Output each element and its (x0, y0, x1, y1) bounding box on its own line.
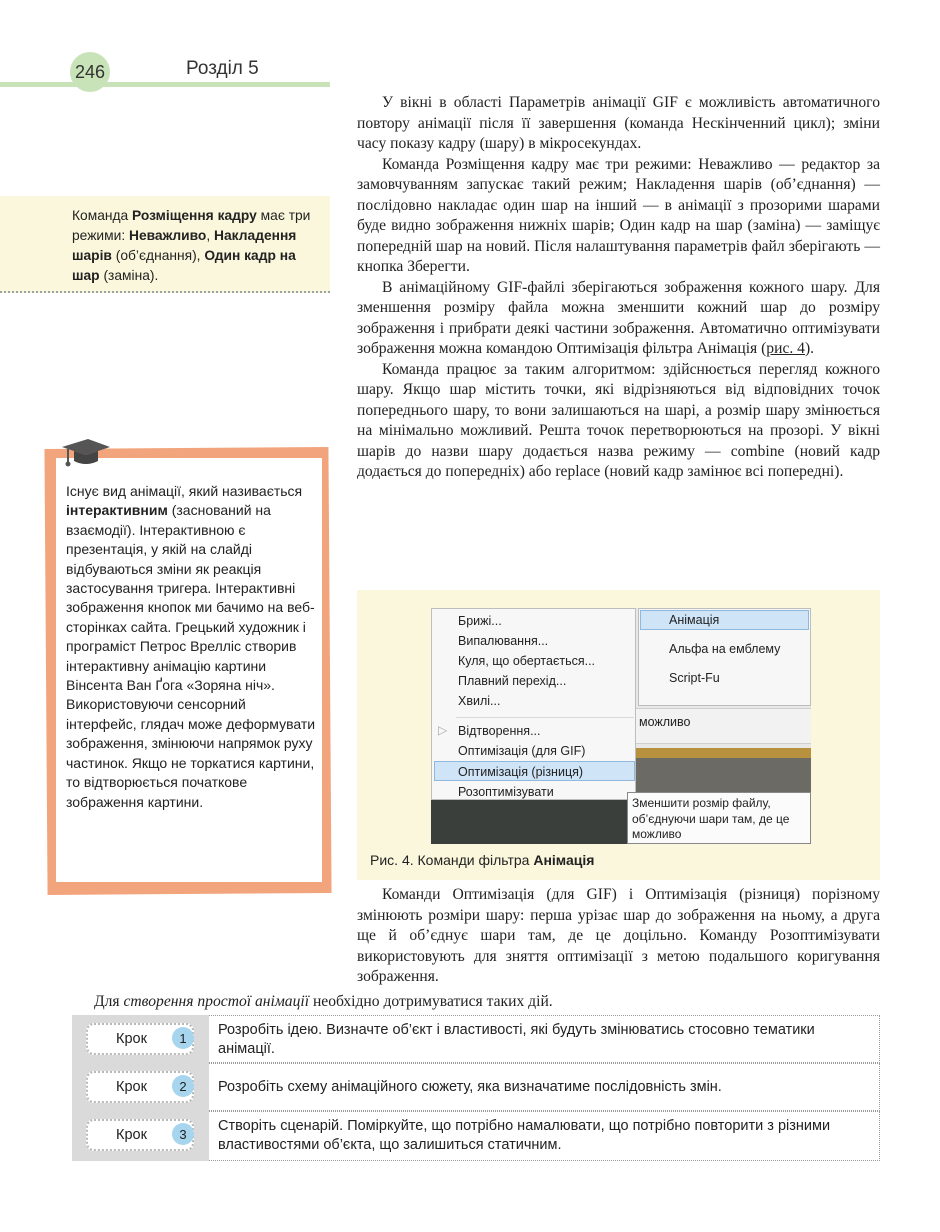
step-cell (72, 1015, 209, 1063)
image-strip (636, 748, 811, 758)
step-description: Створіть сценарій. Поміркуйте, що потрібно намалювати, що потрібно повторити з різними властивостями об’єкта, що залишиться статичним. (218, 1118, 831, 1153)
chapter-title: Розділ 5 (186, 58, 259, 79)
steps-intro: Для створення простої анімації необхідно дотримуватися таких дій. (94, 993, 553, 1010)
play-icon: ▷ (438, 723, 448, 737)
side-note-text: Команда Розміщення кадру має три режими: Неважливо, Накладення шарів (об’єднання), Один кадр на шар (заміна). (72, 208, 311, 283)
step-number-badge: 1 (172, 1027, 194, 1049)
menu-item-waves[interactable]: Хвилі... (458, 694, 501, 708)
submenu-item-animation[interactable]: Анімація (669, 613, 720, 627)
menu-item-optimize-gif[interactable]: Оптимізація (для GIF) (458, 744, 586, 758)
paragraph-1: У вікні в області Параметрів анімації GIF є можливість автоматичного повтору анімації після її завершення (команда Нескінченний цикл); зміни часу показу кадру (шару) в мікросекундах. (357, 94, 880, 152)
step-row (72, 1063, 880, 1111)
menu-item-blend[interactable]: Плавний перехід... (458, 674, 567, 688)
main-text-bottom (357, 885, 880, 988)
step-row (72, 1111, 880, 1161)
graduation-cap-icon (60, 437, 112, 471)
paragraph-2: Команда Розміщення кадру має три режими: Неважливо — редактор за замовчуванням запускає такий режим; Накладення шарів (об’єднання) — послідовно накладає один шар на інший — в анімації з прозорими шарами буде видно зображення нижніх шарів; Один кадр на шар (заміна) — заміщує попередній шар на новий. Після налаштування параметрів файл зберігають — кнопка Зберегти. (357, 155, 880, 275)
menu-item-unoptimize[interactable]: Розоптимізувати (458, 785, 554, 799)
menu-item-optimize-difference[interactable]: Оптимізація (різниця) (458, 765, 584, 779)
animation-menu (431, 608, 636, 800)
figure-caption: Рис. 4. Команди фільтра Анімація (370, 852, 595, 868)
menu-item-playback[interactable]: Відтворення... (458, 724, 541, 738)
step-cell (72, 1063, 209, 1111)
figure-4 (357, 590, 880, 880)
paragraph-5: Команди Оптимізація (для GIF) і Оптимізація (різниця) порізному змінюють розміри шару: перша урізає шар до зображення на ньому, а друга ще й об’єднує шари там, де це доцільно. Команду Розоптимізувати використовують для зняття оптимізації з метою подальшого коригування зображення. (357, 886, 880, 985)
paragraph-3-text: В анімаційному GIF-файлі зберігаються зображення кожного шару. Для зменшення розміру файла можна зменшити кожний шар до розміру зображення і прибрати деякі частини зображення. Автоматично оптимізувати зображення можна командою Оптимізація фільтра Анімація ( (357, 278, 880, 357)
step-number-badge: 3 (172, 1123, 194, 1145)
step-description-cell (209, 1063, 880, 1111)
side-note-frame-modes (0, 196, 330, 293)
gimp-filter-screenshot (431, 608, 811, 844)
step-cell (72, 1111, 209, 1161)
figure-link[interactable]: рис. 4 (766, 340, 805, 357)
step-label: Крок (116, 1031, 147, 1047)
submenu-highlight (640, 610, 809, 630)
step-description: Розробіть схему анімаційного сюжету, яка визначатиме послідовність змін. (218, 1079, 722, 1095)
side-note-interactive-animation (56, 458, 322, 882)
menu-item-ripple[interactable]: Брижі... (458, 614, 502, 628)
filters-submenu (638, 608, 811, 706)
submenu-item-alpha-to-logo[interactable]: Альфа на емблему (669, 642, 781, 656)
main-text-top (357, 93, 880, 483)
paragraph-3-end: ). (804, 340, 815, 357)
paragraph-3 (357, 278, 880, 360)
step-description-cell (209, 1015, 880, 1063)
menu-item-spinning-globe[interactable]: Куля, що обертається... (458, 654, 596, 668)
submenu-item-script-fu[interactable]: Script-Fu (669, 671, 720, 685)
paragraph-4: Команда працює за таким алгоритмом: здійснюється перегляд кожного шару. Якщо шар містить точки, які відрізняються від відповідних точок попереднього шару, то вони залишаються на шарі, а розмір шару змінюється на мінімально можливий. Решта точок перетворюються на прозорі. У вікні шарів до назви шару додається назва режиму — combine (новий кадр додається до попередніх) або replace (новий кадр замінює всі попередні). (357, 360, 880, 480)
step-description-cell (209, 1111, 880, 1161)
side-note-interactive-text: Існує вид анімації, який називається інтерактивним (заснований на взаємодії). Інтерактивною є презентація, у якій на слайді відбуваються зміни як реакція застосування тригера. Інтерактивні зображення кнопок ми бачимо на веб-сторінках сайта. Грецький художник і програміст Петрос Врелліс створив інтерактивну анімацію картини Вінсента Ван Ґога «Зоряна ніч». Використовуючи сенсорний інтерфейс, глядач може деформувати зображення, змінюючи напрямок руху частинок. Якщо не торкатися картини, то відтворюється початкове зображення картини. (66, 483, 316, 810)
step-number-badge: 2 (172, 1075, 194, 1097)
page-number: 246 (70, 52, 110, 92)
step-row (72, 1015, 880, 1063)
menu-item-burn-in[interactable]: Випалювання... (458, 634, 549, 648)
step-label: Крок (116, 1127, 147, 1143)
step-description: Розробіть ідею. Визначте об’єкт і властивості, які будуть змінюватись стосовно тематики анімації. (218, 1022, 815, 1057)
header-rule (0, 82, 330, 87)
menu-separator (456, 717, 634, 718)
step-label: Крок (116, 1079, 147, 1095)
background-label: можливо (639, 715, 691, 729)
tooltip: Зменшити розмір файлу, об’єднуючи шари там, де це можливо (627, 792, 811, 844)
